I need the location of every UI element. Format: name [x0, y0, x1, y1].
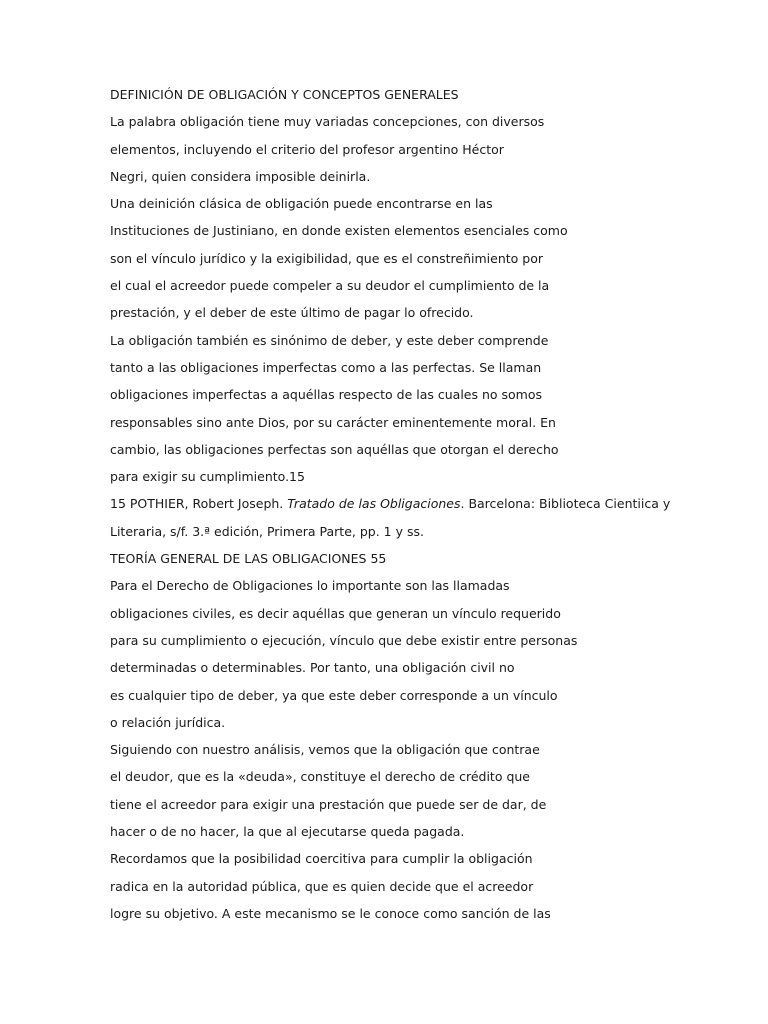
section-title: DEFINICIÓN DE OBLIGACIÓN Y CONCEPTOS GENERALES	[110, 87, 459, 102]
paragraph-line: cambio, las obligaciones perfectas son aquéllas que otorgan el derecho	[110, 441, 559, 457]
paragraph-line: hacer o de no hacer, la que al ejecutarse queda pagada.	[110, 824, 465, 840]
paragraph-line: La obligación también es sinónimo de deber, y este deber comprende	[110, 332, 549, 348]
paragraph-line: La palabra obligación tiene muy variadas concepciones, con diversos	[110, 114, 545, 130]
paragraph-line: es cualquier tipo de deber, ya que este deber corresponde a un vínculo	[110, 687, 558, 703]
paragraph-line: determinadas o determinables. Por tanto, una obligación civil no	[110, 660, 515, 676]
paragraph-line: Siguiendo con nuestro análisis, vemos que la obligación que contrae	[110, 742, 540, 758]
paragraph-line: responsables sino ante Dios, por su carácter eminentemente moral. En	[110, 414, 556, 430]
footnote-line: Literaria, s/f. 3.ª edición, Primera Parte, pp. 1 y ss.	[110, 523, 424, 539]
paragraph-line: obligaciones imperfectas a aquéllas respecto de las cuales no somos	[110, 387, 543, 403]
footnote-book-title: Tratado de las Obligaciones	[287, 496, 461, 512]
paragraph-line: el deudor, que es la «deuda», constituye el derecho de crédito que	[110, 769, 530, 785]
paragraph-line: Para el Derecho de Obligaciones lo importante son las llamadas	[110, 578, 510, 594]
paragraph-line: Una deinición clásica de obligación puede encontrarse en las	[110, 196, 493, 212]
paragraph-line: Recordamos que la posibilidad coercitiva para cumplir la obligación	[110, 851, 533, 867]
paragraph-line: obligaciones civiles, es decir aquéllas que generan un vínculo requerido	[110, 605, 561, 621]
running-header: TEORÍA GENERAL DE LAS OBLIGACIONES 55	[110, 551, 387, 567]
paragraph-line: Instituciones de Justiniano, en donde existen elementos esenciales como	[110, 223, 568, 239]
document-text	[110, 81, 750, 927]
paragraph-line: tiene el acreedor para exigir una prestación que puede ser de dar, de	[110, 796, 547, 812]
footnote-text: . Barcelona: Biblioteca Cientiica y	[460, 496, 671, 512]
footnote-text: 15 POTHIER, Robert Joseph.	[110, 496, 288, 512]
paragraph-line: logre su objetivo. A este mecanismo se le conoce como sanción de las	[110, 905, 551, 921]
paragraph-line: prestación, y el deber de este último de pagar lo ofrecido.	[110, 305, 474, 321]
footnote-line	[110, 490, 750, 517]
paragraph-line: radica en la autoridad pública, que es quien decide que el acreedor	[110, 878, 534, 894]
paragraph-line: Negri, quien considera imposible deinirla.	[110, 168, 371, 184]
paragraph-line: elementos, incluyendo el criterio del profesor argentino Héctor	[110, 141, 504, 157]
paragraph-line: para exigir su cumplimiento.15	[110, 469, 305, 485]
paragraph-line: o relación jurídica.	[110, 714, 226, 730]
paragraph-line: el cual el acreedor puede compeler a su deudor el cumplimiento de la	[110, 278, 550, 294]
paragraph-line: para su cumplimiento o ejecución, vínculo que debe existir entre personas	[110, 632, 578, 648]
paragraph-line: son el vínculo jurídico y la exigibilidad, que es el constreñimiento por	[110, 250, 543, 266]
paragraph-line: tanto a las obligaciones imperfectas como a las perfectas. Se llaman	[110, 359, 542, 375]
